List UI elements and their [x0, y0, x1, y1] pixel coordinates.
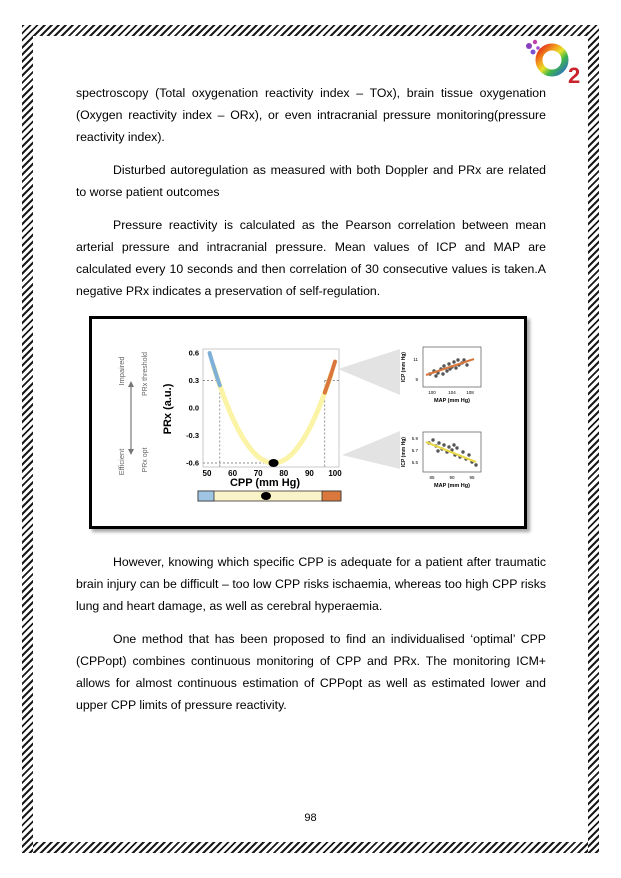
cpp-bar-high-segment	[322, 491, 341, 501]
inset-bottom	[401, 432, 481, 489]
inset-bottom-ylabel: ICP (mm Hg)	[401, 437, 407, 467]
inset-top-point	[445, 369, 448, 372]
logo-subscript: 2	[568, 63, 580, 88]
text-block-top	[76, 82, 546, 302]
optimum-point	[269, 459, 279, 467]
cpp-bar-low-segment	[198, 491, 214, 501]
callout-wedge-top	[338, 349, 400, 395]
inset-top-xtick-0: 100	[428, 390, 436, 395]
inset-bottom-ytick-2: 5.5	[411, 460, 418, 465]
main-ylabel: PRx (a.u.)	[162, 383, 174, 435]
cpp-bar-optimum-marker	[261, 492, 271, 500]
main-xlabel: CPP (mm Hg)	[229, 477, 301, 489]
main-xtick-label: 100	[328, 469, 342, 478]
text-block-bottom	[76, 551, 546, 716]
inset-bottom-point	[437, 441, 440, 444]
inset-top-point	[442, 364, 445, 367]
prx-opt-label: PRx opt	[142, 447, 149, 473]
impaired-label: Impaired	[117, 356, 126, 386]
main-xtick-label: 90	[304, 469, 314, 478]
main-y-ticks	[186, 349, 199, 468]
prx-curve-line	[213, 366, 331, 463]
inset-bottom-point	[436, 449, 439, 452]
paragraph-continuation: spectroscopy (Total oxygenation reactivity index – TOx), brain tissue oxygenation (Oxygen reactivity index – ORx), or even intracranial pressure monitoring(pressure reactivity index).	[76, 86, 546, 144]
inset-top-point	[452, 360, 455, 363]
inset-bottom-point	[452, 443, 455, 446]
main-ytick-label: 0.6	[188, 348, 199, 358]
inset-top-ytick-1: 9	[415, 377, 418, 382]
callout-wedge-bottom	[342, 431, 400, 469]
inset-top-point	[456, 358, 459, 361]
prx-curve-high-segment	[325, 362, 335, 393]
inset-top-point	[465, 363, 468, 366]
inset-bottom-point	[467, 453, 470, 456]
inset-top-ylabel: ICP (mm Hg)	[401, 352, 407, 382]
page-border-left	[22, 25, 33, 853]
page-border-top	[22, 25, 599, 36]
inset-bottom-point	[431, 438, 434, 441]
main-ytick-label: 0.0	[188, 403, 199, 413]
efficient-label: Efficient	[117, 448, 126, 476]
inset-bottom-point	[442, 443, 445, 446]
inset-top	[401, 347, 481, 404]
main-xtick-label: 70	[253, 469, 263, 478]
inset-bottom-xtick-2: 95	[469, 475, 475, 480]
page-border-right	[588, 25, 599, 853]
inset-top-point	[441, 372, 444, 375]
inset-top-xlabel: MAP (mm Hg)	[434, 398, 470, 404]
paragraph-cppopt: One method that has been proposed to find an individualised ‘optimal’ CPP (CPPopt) combines continuous monitoring of CPP and PRx. The monitoring ICM+ allows for almost continuous estimation of CPPopt as well as estimated lower and upper CPP limits of pressure reactivity.	[76, 632, 546, 712]
inset-top-point	[447, 362, 450, 365]
prx-curve	[210, 353, 335, 467]
main-ytick-label: -0.6	[186, 458, 199, 468]
inset-bottom-point	[447, 445, 450, 448]
inset-bottom-xtick-1: 90	[449, 475, 455, 480]
main-ytick-label: 0.3	[188, 376, 199, 385]
arrow-up-icon	[128, 381, 134, 387]
paragraph-cpp-adequacy: However, knowing which specific CPP is adequate for a patient after traumatic brain injury can be difficult – too low CPP risks ischaemia, whereas too high CPP risks lung and heart damage, as well as cerebral hyperaemia.	[76, 555, 546, 613]
inset-bottom-ytick-0: 5.9	[411, 436, 418, 441]
inset-top-xtick-1: 104	[448, 390, 456, 395]
inset-top-point	[454, 366, 457, 369]
main-xtick-label: 50	[202, 469, 212, 478]
paragraph-pressure-reactivity: Pressure reactivity is calculated as the Pearson correlation between mean arterial pressure and intracranial pressure. Mean values of ICP and MAP are calculated every 10 seconds and then correlation of 30 consecutive values is taken.A negative PRx indicates a preservation of self-regulation.	[76, 218, 546, 298]
main-xtick-label: 80	[279, 469, 289, 478]
prx-threshold-label: PRx threshold	[142, 352, 149, 396]
inset-bottom-xtick-0: 85	[429, 475, 435, 480]
main-xtick-label: 60	[228, 469, 238, 478]
inset-bottom-point	[474, 463, 477, 466]
prx-figure-svg	[92, 319, 524, 526]
inset-top-ytick-0: 11	[413, 357, 418, 362]
page-border-bottom	[22, 842, 599, 853]
paragraph-autoregulation: Disturbed autoregulation as measured with both Doppler and PRx are related to worse patient outcomes	[76, 163, 546, 199]
main-ytick-label: -0.3	[186, 431, 199, 440]
inset-bottom-point	[461, 450, 464, 453]
inset-top-point	[434, 374, 437, 377]
arrow-down-icon	[128, 449, 134, 455]
prx-figure	[89, 316, 527, 529]
page-number: 98	[304, 812, 317, 824]
inset-bottom-ytick-1: 5.7	[411, 448, 418, 453]
inset-bottom-xlabel: MAP (mm Hg)	[434, 483, 470, 489]
inset-bottom-point	[455, 446, 458, 449]
inset-top-xtick-2: 108	[466, 390, 474, 395]
